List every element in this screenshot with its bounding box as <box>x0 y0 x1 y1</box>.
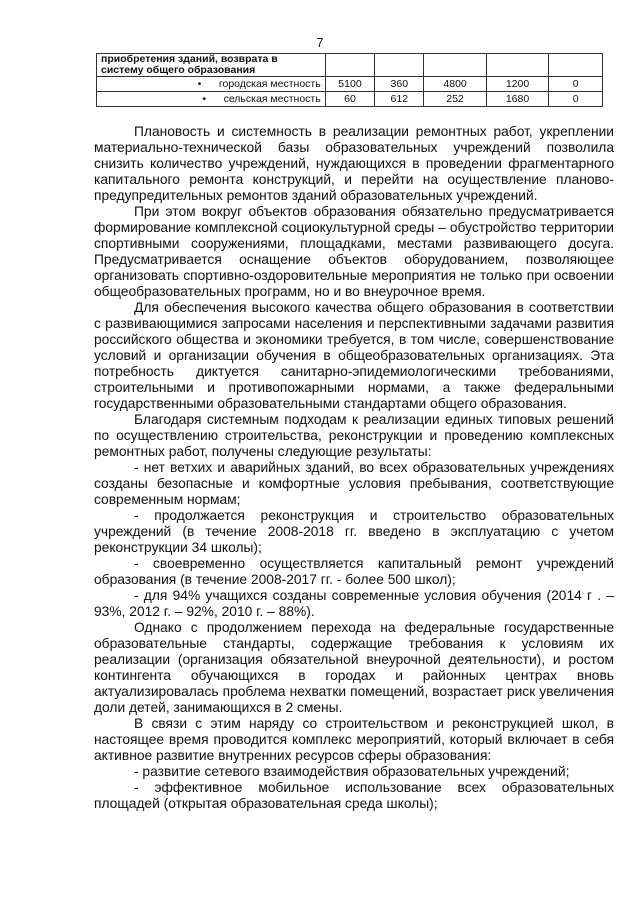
paragraph: Благодаря системным подходам к реализации единых типовых решений по осуществлению строительства, реконструкции и проведению комплексных ремонтных работ, получены следующие результаты: <box>94 412 614 459</box>
table-cell: 0 <box>549 77 603 92</box>
row-label <box>97 92 326 107</box>
bullet: • <box>197 78 202 90</box>
table-row <box>97 77 603 92</box>
table-cell: 60 <box>325 92 375 107</box>
table-cell: 612 <box>375 92 424 107</box>
paragraph: Однако с продолжением перехода на федеральные государственные образовательные стандарты, содержащие требования к условиям их реализации (организация обязательной внеурочной деятельности), и ростом контингента обучающихся в городах и районных центрах вновь актуализировалась проблема нехватки помещений, возрастает риск увеличения доли детей, занимающихся в 2 смены. <box>94 620 614 715</box>
table-cell: 360 <box>375 77 424 92</box>
table-header-label: приобретения зданий, возврата в систему общего образования <box>97 54 326 77</box>
table-cell: 4800 <box>424 77 486 92</box>
page-number: 7 <box>316 35 324 50</box>
list-item: - своевременно осуществляется капитальный ремонт учреждений образования (в течение 2008-2017 гг. - более 500 школ); <box>94 556 614 587</box>
list-item: - продолжается реконструкция и строительство образовательных учреждений (в течение 2008-2018 гг. введено в эксплуатацию с учетом реконструкции 34 школы); <box>94 508 614 555</box>
table-cell: 5100 <box>325 77 375 92</box>
bullet: • <box>202 93 207 105</box>
table-cell: 1680 <box>486 92 548 107</box>
row-label <box>97 77 326 92</box>
list-item: - нет ветхих и аварийных зданий, во всех образовательных учреждениях созданы безопасные и комфортные условия пребывания, соответствующие современным нормам; <box>94 460 614 507</box>
table-cell: 0 <box>549 92 603 107</box>
list-item: - эффективное мобильное использование всех образовательных площадей (открытая образовательная среда школы); <box>94 780 614 811</box>
data-table <box>96 53 603 107</box>
paragraph: При этом вокруг объектов образования обязательно предусматривается формирование комплексной социокультурной среды – обустройство территории спортивными сооружениями, площадками, местами развивающего досуга. Предусматривается оснащение объектов оборудованием, позволяющее организовать спортивно-оздоровительные мероприятия не только при освоении общеобразовательных программ, но и во внеурочное время. <box>94 204 614 299</box>
table-cell: 252 <box>424 92 486 107</box>
list-item: - для 94% учащихся созданы современные условия обучения (2014 г . – 93%, 2012 г. – 92%, 2010 г. – 88%). <box>94 588 614 619</box>
document-body <box>94 124 614 812</box>
table-cell: 1200 <box>486 77 548 92</box>
table-header-row <box>97 54 603 77</box>
row-label-text: сельская местность <box>223 93 321 105</box>
paragraph: Плановость и системность в реализации ремонтных работ, укреплении материально-технической базы образовательных учреждений позволила снизить количество учреждений, нуждающихся в проведении фрагментарного капитального ремонта конструкций, и перейти на осуществление планово-предупредительных ремонтов зданий образовательных учреждений. <box>94 124 614 203</box>
row-label-text: городская местность <box>218 78 321 90</box>
list-item: - развитие сетевого взаимодействия образовательных учреждений; <box>134 764 570 779</box>
paragraph: Для обеспечения высокого качества общего образования в соответствии с развивающимися запросами населения и перспективными задачами развития российского общества и экономики требуется, в том числе, совершенствование условий и организации обучения в общеобразовательных организациях. Эта потребность диктуется санитарно-эпидемиологическими требованиями, строительными и противопожарными нормами, а также федеральными государственными образовательными стандартами общего образования. <box>94 300 614 411</box>
table-row <box>97 92 603 107</box>
paragraph: В связи с этим наряду со строительством и реконструкцией школ, в настоящее время проводится комплекс мероприятий, который включает в себя активное развитие внутренних ресурсов сферы образования: <box>94 716 614 763</box>
